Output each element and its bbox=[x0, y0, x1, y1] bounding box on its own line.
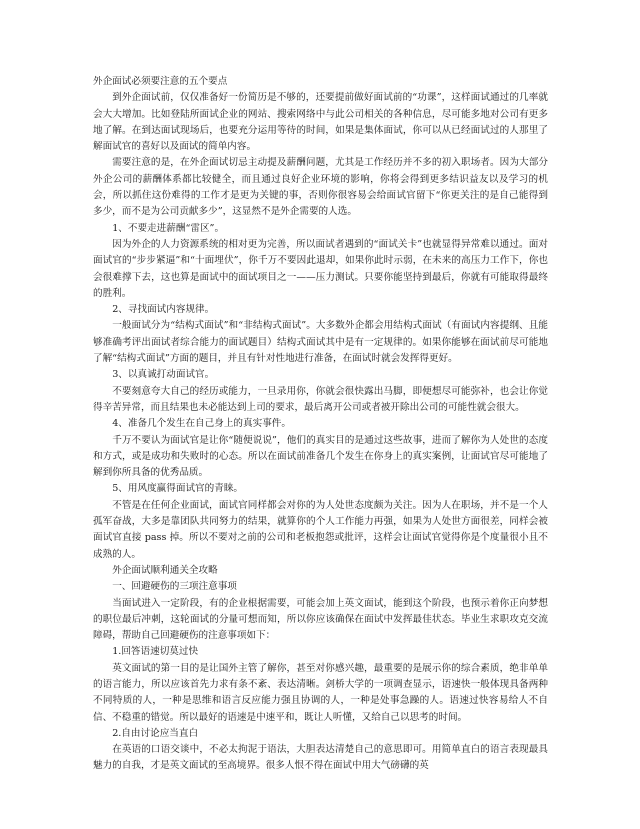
paragraph: 到外企面试前，仅仅准备好一份简历是不够的，还要提前做好面试前的“功课”，这样面试通过的几率就会大大增加。比如登陆所面试企业的网站、搜索网络中与此公司相关的各种信息，尽可能多地对公司有更多地了解。在到达面试现场后，也要充分运用等待的时间，如果是集体面试，你可以从已经面试过的人那里了解面试官的喜好以及面试的简单内容。 bbox=[93, 92, 548, 153]
paragraph: 千万不要认为面试官是让你“随便说说”，他们的真实目的是通过这些故事，进而了解你为人处世的态度和方式，或是成功和失败时的心态。所以在面试前准备几个发生在你身上的真实案例，让面试官尽可能地了解到你所具备的优秀品质。 bbox=[93, 434, 548, 479]
paragraph: 当面试进入一定阶段，有的企业根据需要，可能会加上英文面试，能到这个阶段，也预示着你正向梦想的职位最后冲刺，这轮面试的分量可想而知，所以你应该确保在面试中发挥最佳状态。毕业生求职攻克交流障碍，帮助自己回避硬伤的注意事项如下： bbox=[93, 597, 548, 642]
section-heading: 5、用风度赢得面试官的青睐。 bbox=[112, 483, 244, 495]
paragraph: 不管是在任何企业面试，面试官同样都会对你的为人处世态度颇为关注。因为人在职场，并不是一个人孤军奋战，大多是靠团队共同努力的结果，就算你的个人工作能力再强，如果为人处世方面很差，同样会被面试官直接 pass 掉。所以不要对之前的公司和老板抱怨或批评，这样会让面试官觉得你是个度量很小且不成熟的人。 bbox=[93, 499, 548, 560]
subtitle: 外企面试顺利通关全攻略 bbox=[112, 564, 218, 576]
section-heading: 1.回答语速切莫过快 bbox=[112, 646, 199, 658]
section-heading: 2.自由讨论应当直白 bbox=[112, 727, 199, 739]
section-heading: 3、以真诚打动面试官。 bbox=[112, 369, 215, 381]
paragraph: 在英语的口语交谈中，不必太拘泥于语法，大胆表达清楚自己的意思即可。用简单直白的语言表现最具魅力的自我，才是英文面试的至高境界。很多人恨不得在面试中用大气磅礴的英 bbox=[93, 744, 548, 772]
paragraph: 一般面试分为“结构式面试”和“非结构式面试”。大多数外企都会用结构式面试（有面试内容提纲、且能够准确考评出面试者综合能力的面试题目）结构式面试其中是有一定规律的。如果你能够在面试前尽可能地了解“结构式面试”方面的题目，并且有针对性地进行准备，在面试时就会发挥得更好。 bbox=[93, 320, 548, 365]
document-page bbox=[93, 74, 548, 775]
section-heading: 一、回避硬伤的三项注意事项 bbox=[112, 581, 237, 593]
paragraph: 因为外企的人力资源系统的相对更为完善，所以面试者遇到的“面试关卡”也就显得异常难以通过。面对面试官的“步步紧逼”和“十面埋伏”，你千万不要因此退却，如果你此时示弱，在未来的高压力工作下，你也会很难撑下去，这也算是面试中的面试项目之一——压力测试。只要你能坚持到最后，你就有可能取得最终的胜利。 bbox=[93, 238, 548, 299]
section-heading: 2、寻找面试内容规律。 bbox=[112, 304, 215, 316]
document-title: 外企面试必须要注意的五个要点 bbox=[93, 76, 228, 87]
section-heading: 1、不要走进薪酬“雷区”。 bbox=[112, 222, 225, 234]
paragraph: 英文面试的第一目的是让国外主管了解你，甚至对你感兴趣，最重要的是展示你的综合素质，绝非单单的语言能力，所以应该首先力求有条不紊、表达清晰。剑桥大学的一项调查显示，语速快一般体现具备两种不同特质的人，一种是思维和语言反应能力强且协调的人，一种是处事急躁的人。语速过快容易给人不自信、不稳重的错觉。所以最好的语速是中速平和，既让人听懂，又给自己以思考的时间。 bbox=[93, 662, 548, 723]
paragraph: 不要刻意夸大自己的经历或能力，一旦录用你，你就会很快露出马脚，即便想尽可能弥补，也会让你觉得辛苦异常，而且结果也未必能达到上司的要求，最后离开公司或者被开除出公司的可能性就会很大。 bbox=[93, 385, 548, 413]
section-heading: 4、准备几个发生在自己身上的真实事件。 bbox=[112, 418, 291, 430]
paragraph: 需要注意的是，在外企面试切忌主动提及薪酬问题，尤其是工作经历并不多的初入职场者。因为大部分外企公司的薪酬体系都比较健全，而且通过良好企业环境的影响，你将会得到更多结识益友以及学习的机会，所以抓住这份难得的工作才是更为关键的事，否则你很容易会给面试官留下“你更关注的是自己能得到多少，而不是为公司贡献多少”，这显然不是外企需要的人选。 bbox=[93, 157, 548, 218]
